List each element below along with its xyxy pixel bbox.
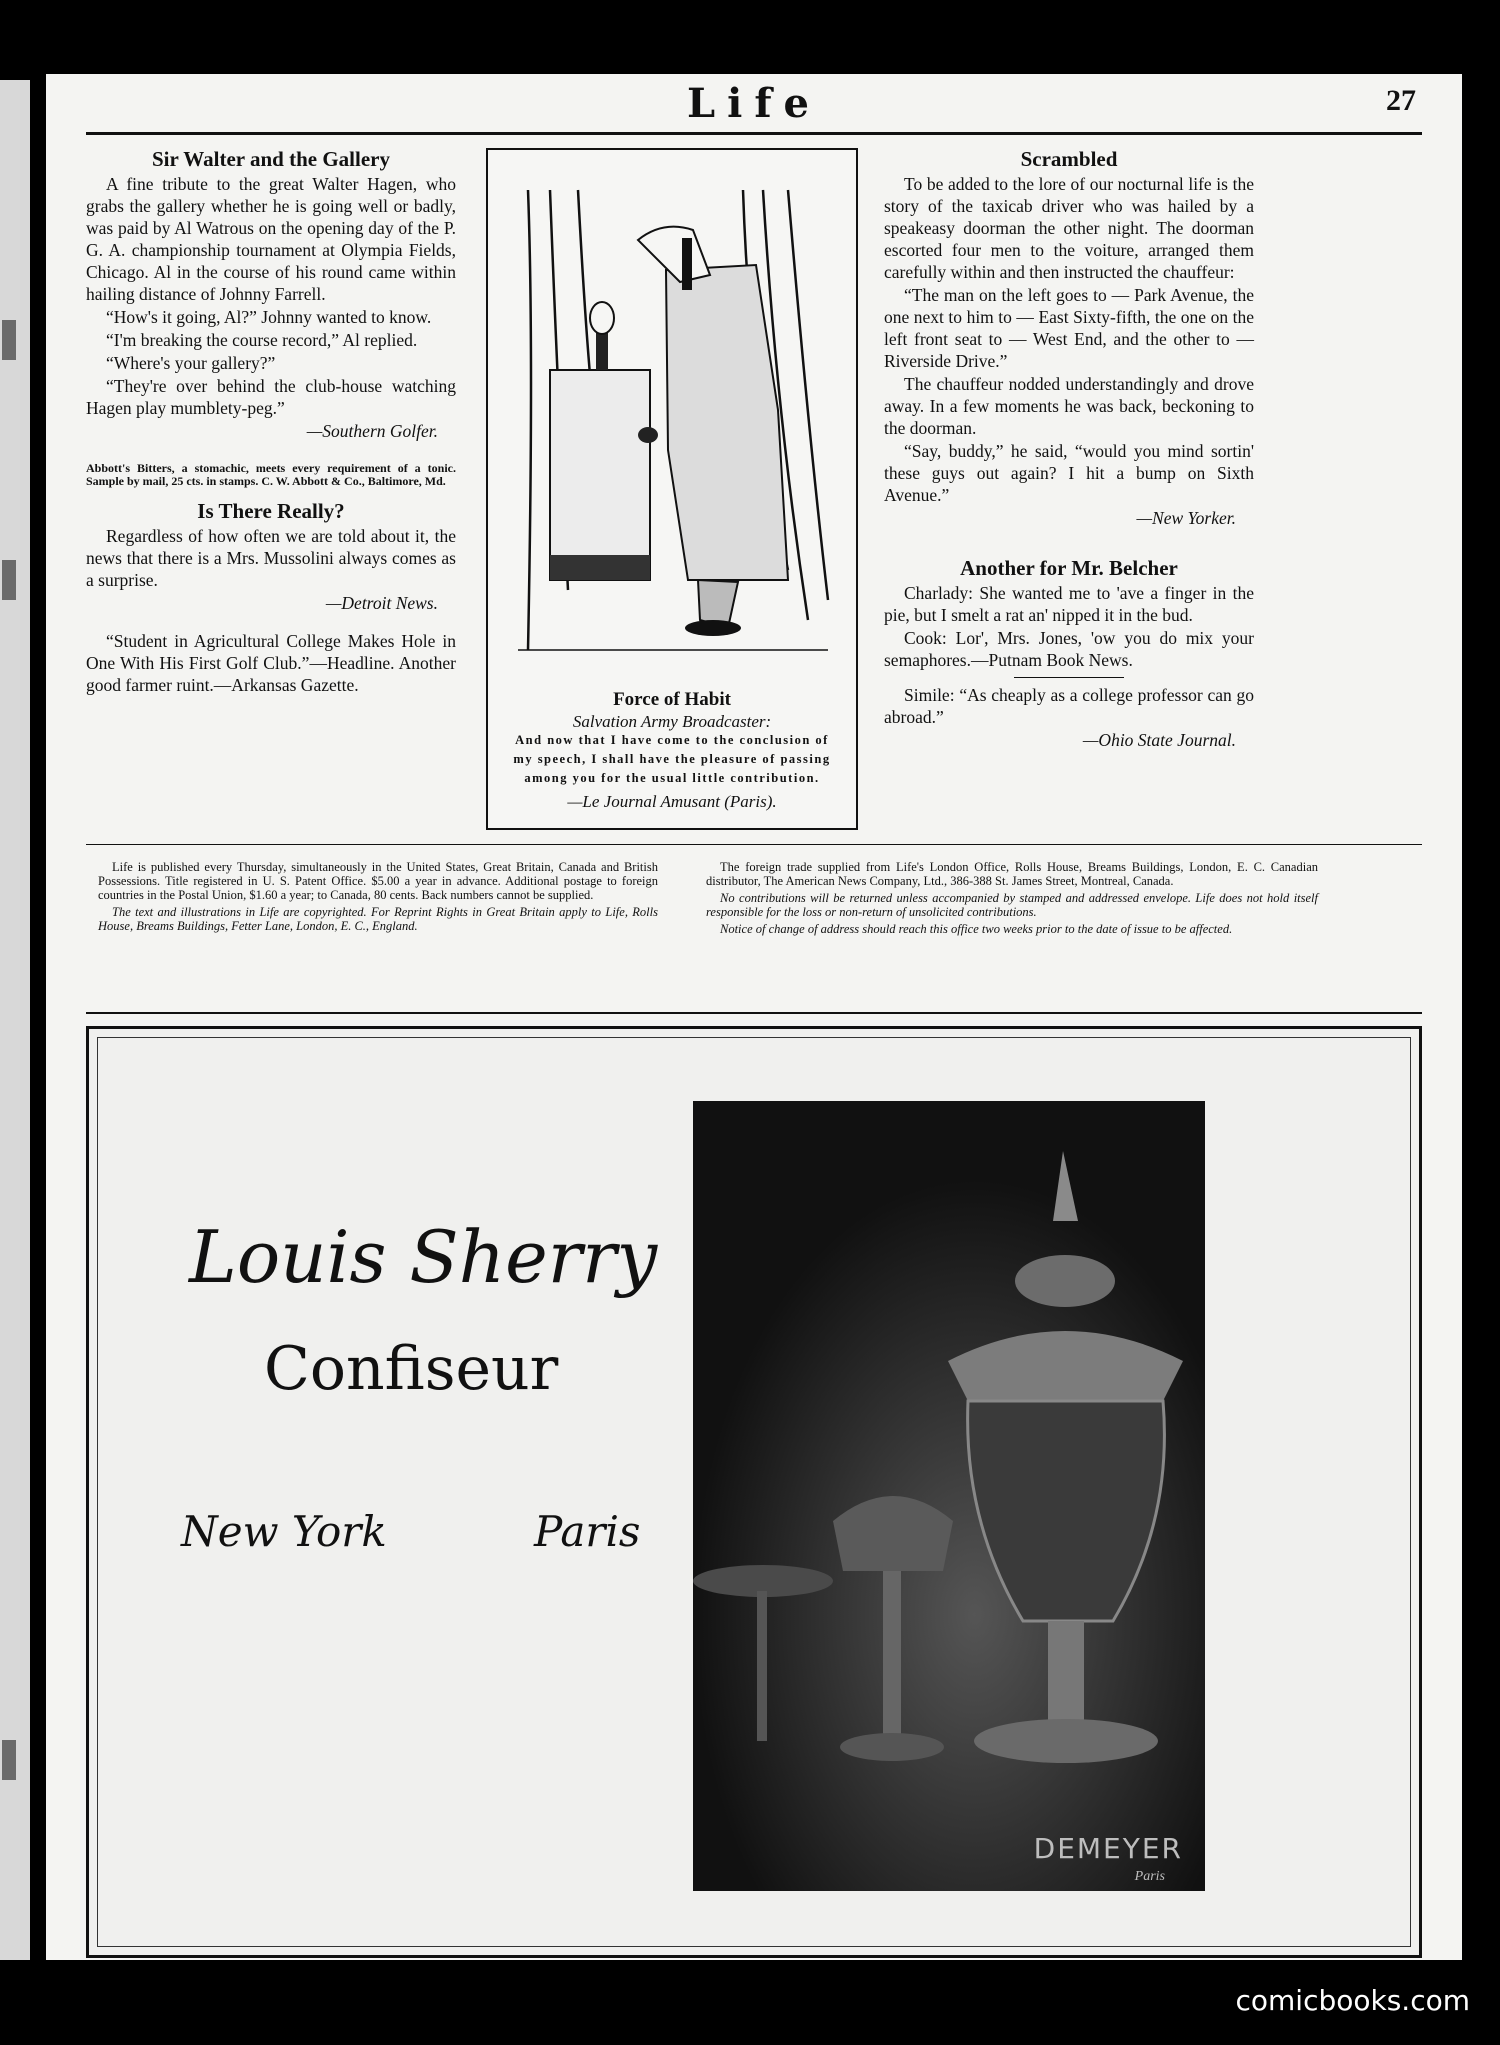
cartoon-box — [486, 148, 858, 830]
ad-brand: Louis Sherry — [189, 1215, 658, 1299]
article-paragraph: “I'm breaking the course record,” Al replied. — [106, 330, 418, 350]
advertisement — [86, 1026, 1422, 1958]
article-paragraph: Simile: “As cheaply as a college professor can go abroad.” — [884, 685, 1254, 727]
attribution: —Southern Golfer. — [306, 421, 438, 441]
notice-rule — [86, 844, 1422, 845]
article-title: Sir Walter and the Gallery — [151, 147, 390, 171]
cartoon-caption — [504, 690, 840, 811]
article-paragraph: “Where's your gallery?” — [106, 353, 276, 373]
photographer-location: Paris — [1134, 1869, 1165, 1884]
section-divider — [86, 1012, 1422, 1014]
article-paragraph: “The man on the left goes to — Park Avenue, the one next to him to — East Sixty-fifth, the one on the left front seat to — West End, and the other to — Riverside Drive.” — [884, 285, 1254, 371]
article-paragraph: To be added to the lore of our nocturnal life is the story of the taxicab driver who was hailed by a speakeasy doorman the other night. The doorman escorted four men to the voiture, arranged them carefully within and then instructed the chauffeur: — [884, 174, 1254, 282]
article-title: Scrambled — [1020, 147, 1118, 171]
advert-note: Abbott's Bitters, a stomachic, meets every requirement of a tonic. Sample by mail, 25 cts. in stamps. C. W. Abbott & Co., Baltimore, Md. — [86, 461, 456, 488]
column-left — [86, 148, 456, 697]
site-watermark: comicbooks.com — [1235, 1984, 1470, 2017]
article-paragraph: Charlady: She wanted me to 'ave a finger in the pie, but I smelt a rat an' nipped it in the bud. — [884, 583, 1254, 625]
attribution: —New Yorker. — [1136, 508, 1236, 528]
attribution: —Ohio State Journal. — [1082, 730, 1236, 750]
photographer-signature: DEMEYER — [1033, 1832, 1183, 1865]
cartoon-text: And now that I have come to the conclusion of my speech, I shall have the pleasure of passing among you for the usual little contribution. — [513, 733, 831, 785]
article-paragraph: A fine tribute to the great Walter Hagen, who grabs the gallery whether he is going well or badly, was paid by Al Watrous on the opening day of the P. G. A. championship tournament at Olympia Fields, Chicago. Al in the course of his round came within hailing distance of Johnny Farrell. — [86, 174, 456, 304]
cartoon-illustration — [488, 150, 852, 680]
previous-page-edge — [0, 80, 30, 1960]
article-paragraph: “They're over behind the club-house watching Hagen play mumblety-peg.” — [86, 376, 456, 418]
article-paragraph: Regardless of how often we are told about it, the news that there is a Mrs. Mussolini always comes as a surprise. — [86, 526, 456, 590]
column-right — [884, 148, 1254, 751]
article-title: Another for Mr. Belcher — [960, 556, 1178, 580]
ad-photo — [693, 1101, 1205, 1891]
ad-city-newyork: New York — [181, 1507, 387, 1556]
article-paragraph: “Student in Agricultural College Makes Hole in One With His First Golf Club.”—Headline. Another good farmer ruint.—Arkansas Gazette. — [86, 631, 456, 695]
notice-paragraph: The text and illustrations in Life are copyrighted. For Reprint Rights in Great Britain apply to Life, Rolls House, Breams Buildings, Fetter Lane, London, E. C., England. — [98, 905, 658, 933]
notice-paragraph: Life is published every Thursday, simultaneously in the United States, Great Britain, Canada and British Possessions. Title registered in U. S. Patent Office. $5.00 a year in advance. Additional postage to foreign countries in the Postal Union, $1.60 a year; to Canada, 80 cents. Back numbers cannot be supplied. — [98, 860, 658, 902]
cartoon-source: —Le Journal Amusant (Paris). — [567, 792, 777, 811]
attribution: —Detroit News. — [325, 593, 438, 613]
ad-city-paris: Paris — [534, 1507, 641, 1556]
article-paragraph: “Say, buddy,” he said, “would you mind sortin' these guys out again? I hit a bump on Sixth Avenue.” — [884, 441, 1254, 505]
notice-paragraph: The foreign trade supplied from Life's London Office, Rolls House, Breams Buildings, London, E. C. Canadian distributor, The American News Company, Ltd., 386-388 St. James Street, Montreal, Canada. — [706, 860, 1318, 888]
masthead: Life — [687, 80, 821, 127]
cartoon-speaker: Salvation Army Broadcaster: — [572, 712, 772, 731]
article-paragraph: The chauffeur nodded understandingly and drove away. In a few moments he was back, beckoning to the doorman. — [884, 374, 1254, 438]
publication-notice-right — [706, 860, 1318, 939]
page-edge-mark — [2, 320, 16, 360]
cartoon-title: Force of Habit — [613, 689, 731, 710]
magazine-page — [46, 74, 1462, 1960]
page-edge-mark — [2, 560, 16, 600]
notice-paragraph: No contributions will be returned unless accompanied by stamped and addressed envelope. Life does not hold itself responsible for the loss or non-return of unsolicited contributions. — [706, 891, 1318, 919]
masthead-rule — [86, 132, 1422, 135]
notice-paragraph: Notice of change of address should reach this office two weeks prior to the date of issue to be affected. — [720, 922, 1233, 936]
article-title: Is There Really? — [197, 499, 345, 523]
section-rule — [1014, 677, 1124, 678]
article-paragraph: “How's it going, Al?” Johnny wanted to know. — [106, 307, 432, 327]
candy-jar-photo — [693, 1101, 1205, 1891]
page-edge-mark — [2, 1740, 16, 1780]
page-number: 27 — [1386, 84, 1416, 117]
ad-subtitle: Confiseur — [264, 1334, 559, 1404]
article-paragraph: Cook: Lor', Mrs. Jones, 'ow you do mix your semaphores.—Putnam Book News. — [884, 628, 1254, 670]
publication-notice-left — [98, 860, 658, 936]
